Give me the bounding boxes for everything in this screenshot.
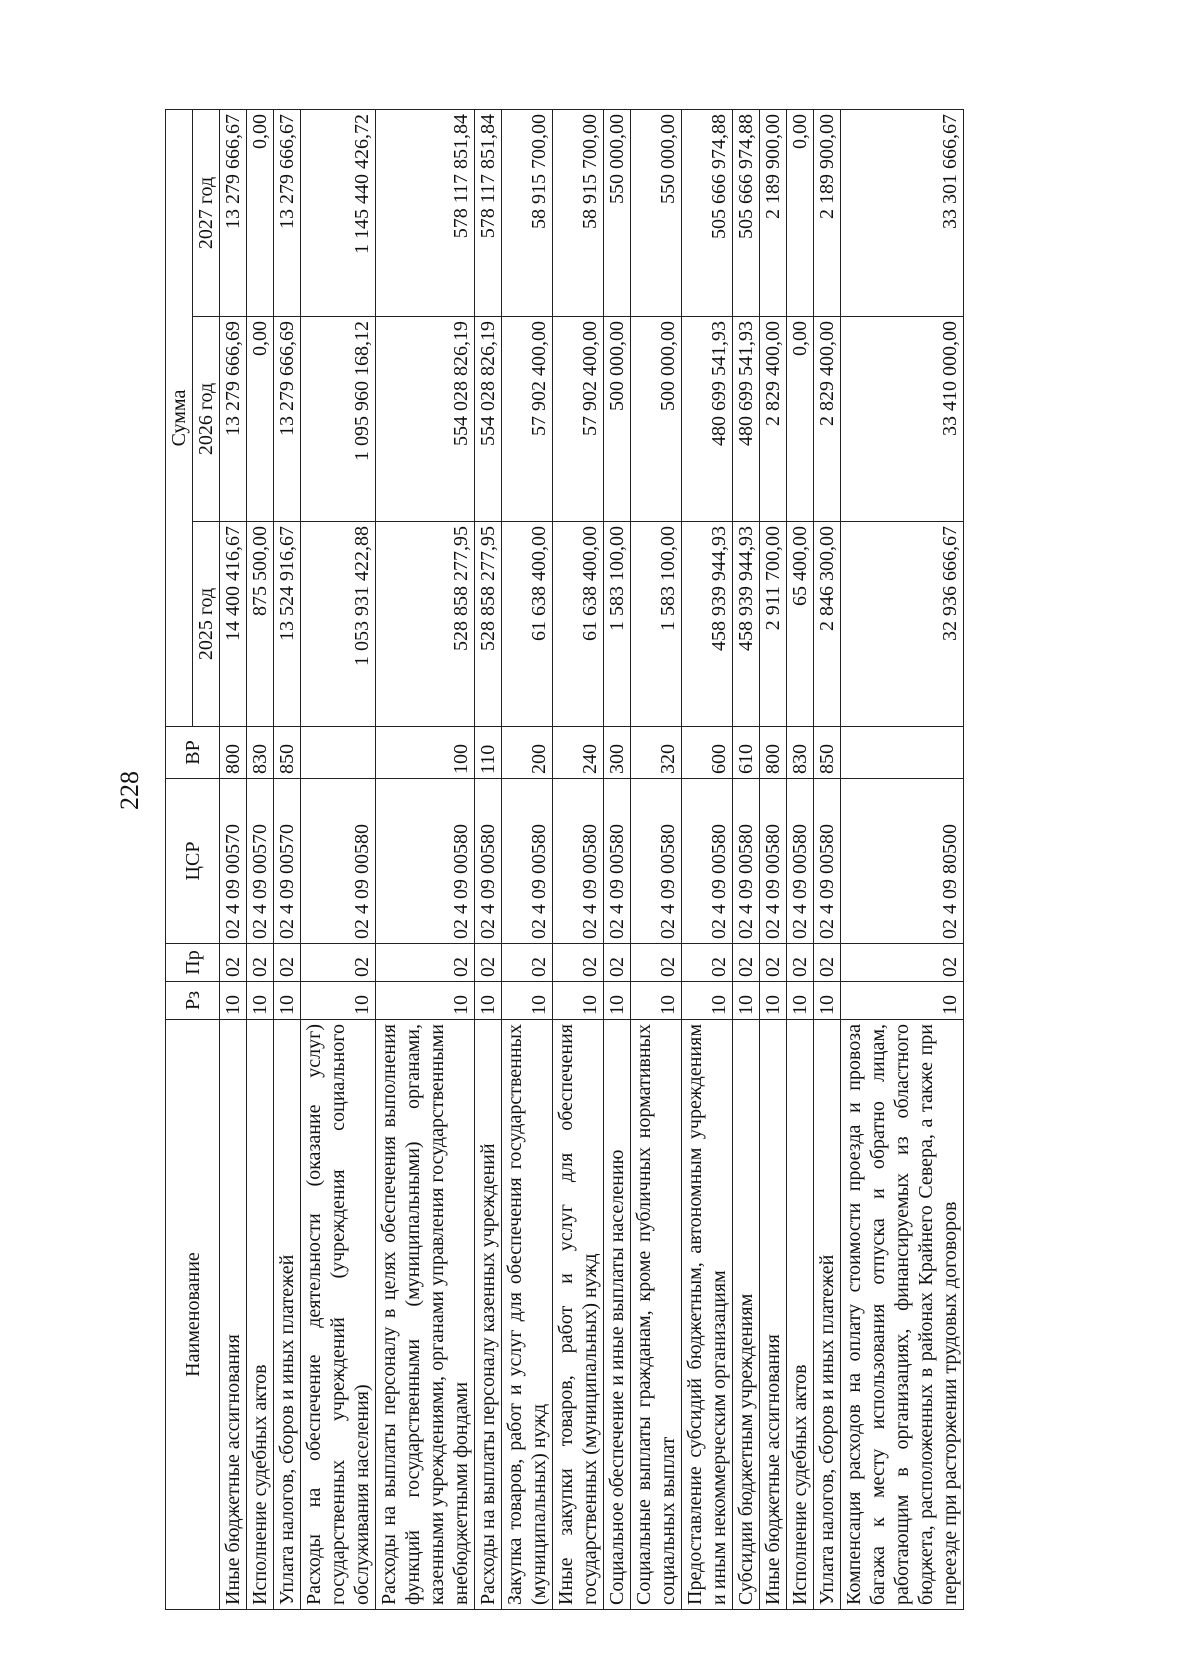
cell-2027: 578 117 851,84 — [376, 109, 475, 316]
cell-vr: 320 — [631, 727, 682, 779]
header-2027: 2027 год — [193, 109, 220, 316]
cell-2027: 13 279 666,67 — [220, 109, 247, 316]
cell-vr: 850 — [274, 727, 301, 779]
page-number: 228 — [115, 771, 144, 810]
table-header — [166, 109, 220, 1609]
cell-name: Субсидии бюджетным учреждениям — [733, 1020, 760, 1610]
cell-2025: 875 500,00 — [247, 522, 274, 727]
cell-rz: 10 — [604, 982, 631, 1020]
cell-pr: 02 — [502, 944, 553, 982]
cell-2027: 2 189 900,00 — [760, 109, 787, 316]
table-row — [553, 109, 604, 1609]
cell-2027: 58 915 700,00 — [553, 109, 604, 316]
cell-pr: 02 — [760, 944, 787, 982]
cell-2026: 480 699 541,93 — [682, 317, 733, 522]
cell-rz: 10 — [502, 982, 553, 1020]
cell-name: Иные бюджетные ассигнования — [760, 1020, 787, 1610]
cell-csr: 02 4 09 00580 — [787, 779, 814, 944]
cell-2026: 554 028 826,19 — [475, 317, 502, 522]
table-row — [787, 109, 814, 1609]
cell-vr — [841, 727, 964, 779]
cell-2026: 2 829 400,00 — [814, 317, 841, 522]
budget-table — [165, 109, 964, 1610]
header-2026: 2026 год — [193, 317, 220, 522]
table-row — [301, 109, 376, 1609]
header-name: Наименование — [166, 1020, 220, 1610]
cell-2027: 578 117 851,84 — [475, 109, 502, 316]
cell-2025: 2 846 300,00 — [814, 522, 841, 727]
cell-rz: 10 — [682, 982, 733, 1020]
table-row — [841, 109, 964, 1609]
cell-pr: 02 — [475, 944, 502, 982]
cell-rz: 10 — [247, 982, 274, 1020]
header-vr: ВР — [166, 727, 220, 779]
cell-rz: 10 — [274, 982, 301, 1020]
cell-name: Компенсация расходов на оплату стоимости проезда и провоза багажа к месту использования отпуска и обратно лицам, работающим в организациях, финансируемых из областного бюджета, расположенных в районах Крайнего Севера, а также при переезде при расторжении трудовых договоров — [841, 1020, 964, 1610]
cell-csr: 02 4 09 00580 — [301, 779, 376, 944]
cell-csr: 02 4 09 00570 — [220, 779, 247, 944]
cell-2026: 0,00 — [247, 317, 274, 522]
cell-2026: 57 902 400,00 — [502, 317, 553, 522]
cell-2027: 0,00 — [247, 109, 274, 316]
cell-rz: 10 — [376, 982, 475, 1020]
cell-rz: 10 — [475, 982, 502, 1020]
cell-rz: 10 — [787, 982, 814, 1020]
cell-2026: 13 279 666,69 — [274, 317, 301, 522]
cell-pr: 02 — [220, 944, 247, 982]
cell-2026: 0,00 — [787, 317, 814, 522]
cell-2025: 65 400,00 — [787, 522, 814, 727]
cell-name: Иные закупки товаров, работ и услуг для обеспечения государственных (муниципальных) нужд — [553, 1020, 604, 1610]
cell-2025: 1 583 100,00 — [604, 522, 631, 727]
cell-csr: 02 4 09 00580 — [553, 779, 604, 944]
cell-2025: 2 911 700,00 — [760, 522, 787, 727]
cell-2026: 33 410 000,00 — [841, 317, 964, 522]
cell-2027: 505 666 974,88 — [682, 109, 733, 316]
cell-vr: 800 — [220, 727, 247, 779]
table-row — [376, 109, 475, 1609]
cell-2026: 500 000,00 — [631, 317, 682, 522]
cell-2025: 1 583 100,00 — [631, 522, 682, 727]
table-row — [247, 109, 274, 1609]
cell-2025: 61 638 400,00 — [502, 522, 553, 727]
cell-2026: 554 028 826,19 — [376, 317, 475, 522]
cell-2027: 550 000,00 — [631, 109, 682, 316]
cell-name: Исполнение судебных актов — [787, 1020, 814, 1610]
cell-2025: 61 638 400,00 — [553, 522, 604, 727]
cell-rz: 10 — [301, 982, 376, 1020]
cell-csr: 02 4 09 00570 — [247, 779, 274, 944]
cell-csr: 02 4 09 00570 — [274, 779, 301, 944]
cell-pr: 02 — [841, 944, 964, 982]
cell-2026: 13 279 666,69 — [220, 317, 247, 522]
table-row — [475, 109, 502, 1609]
table-row — [220, 109, 247, 1609]
cell-2025: 1 053 931 422,88 — [301, 522, 376, 727]
cell-csr: 02 4 09 00580 — [814, 779, 841, 944]
cell-rz: 10 — [733, 982, 760, 1020]
cell-pr: 02 — [274, 944, 301, 982]
cell-vr: 240 — [553, 727, 604, 779]
cell-csr: 02 4 09 00580 — [604, 779, 631, 944]
cell-name: Исполнение судебных актов — [247, 1020, 274, 1610]
cell-name: Расходы на выплаты персоналу казенных учреждений — [475, 1020, 502, 1610]
cell-name: Уплата налогов, сборов и иных платежей — [274, 1020, 301, 1610]
cell-2027: 0,00 — [787, 109, 814, 316]
cell-pr: 02 — [247, 944, 274, 982]
cell-pr: 02 — [553, 944, 604, 982]
cell-pr: 02 — [682, 944, 733, 982]
table-row — [604, 109, 631, 1609]
cell-vr: 830 — [247, 727, 274, 779]
cell-pr: 02 — [733, 944, 760, 982]
cell-2026: 1 095 960 168,12 — [301, 317, 376, 522]
rotated-table-container — [165, 110, 961, 1610]
cell-name: Закупка товаров, работ и услуг для обеспечения государственных (муниципальных) нужд — [502, 1020, 553, 1610]
cell-2027: 550 000,00 — [604, 109, 631, 316]
cell-vr: 830 — [787, 727, 814, 779]
cell-pr: 02 — [631, 944, 682, 982]
cell-pr: 02 — [604, 944, 631, 982]
cell-vr: 850 — [814, 727, 841, 779]
cell-rz: 10 — [553, 982, 604, 1020]
cell-name: Социальное обеспечение и иные выплаты населению — [604, 1020, 631, 1610]
cell-name: Иные бюджетные ассигнования — [220, 1020, 247, 1610]
cell-2027: 2 189 900,00 — [814, 109, 841, 316]
table-row — [760, 109, 787, 1609]
table-body — [220, 109, 964, 1609]
cell-csr: 02 4 09 80500 — [841, 779, 964, 944]
cell-2026: 480 699 541,93 — [733, 317, 760, 522]
table-row — [814, 109, 841, 1609]
cell-2025: 14 400 416,67 — [220, 522, 247, 727]
cell-pr: 02 — [814, 944, 841, 982]
cell-rz: 10 — [220, 982, 247, 1020]
cell-csr: 02 4 09 00580 — [475, 779, 502, 944]
cell-2027: 58 915 700,00 — [502, 109, 553, 316]
cell-2025: 458 939 944,93 — [682, 522, 733, 727]
cell-2026: 500 000,00 — [604, 317, 631, 522]
cell-csr: 02 4 09 00580 — [376, 779, 475, 944]
cell-name: Уплата налогов, сборов и иных платежей — [814, 1020, 841, 1610]
header-rz: Рз — [166, 982, 220, 1020]
cell-name: Расходы на обеспечение деятельности (оказание услуг) государственных учреждений (учреждения социального обслуживания населения) — [301, 1020, 376, 1610]
cell-rz: 10 — [760, 982, 787, 1020]
header-csr: ЦСР — [166, 779, 220, 944]
cell-vr: 800 — [760, 727, 787, 779]
header-sum: Сумма — [166, 109, 193, 726]
cell-vr: 200 — [502, 727, 553, 779]
cell-csr: 02 4 09 00580 — [682, 779, 733, 944]
cell-pr: 02 — [376, 944, 475, 982]
cell-vr: 300 — [604, 727, 631, 779]
cell-2027: 1 145 440 426,72 — [301, 109, 376, 316]
cell-2027: 13 279 666,67 — [274, 109, 301, 316]
cell-vr — [301, 727, 376, 779]
cell-name: Социальные выплаты гражданам, кроме публичных нормативных социальных выплат — [631, 1020, 682, 1610]
cell-csr: 02 4 09 00580 — [502, 779, 553, 944]
cell-vr: 110 — [475, 727, 502, 779]
cell-2025: 13 524 916,67 — [274, 522, 301, 727]
table-row — [631, 109, 682, 1609]
cell-2026: 2 829 400,00 — [760, 317, 787, 522]
cell-csr: 02 4 09 00580 — [631, 779, 682, 944]
cell-pr: 02 — [301, 944, 376, 982]
cell-2025: 528 858 277,95 — [376, 522, 475, 727]
cell-csr: 02 4 09 00580 — [733, 779, 760, 944]
header-pr: Пр — [166, 944, 220, 982]
cell-2027: 505 666 974,88 — [733, 109, 760, 316]
cell-vr: 600 — [682, 727, 733, 779]
cell-vr: 100 — [376, 727, 475, 779]
table-row — [682, 109, 733, 1609]
cell-pr: 02 — [787, 944, 814, 982]
cell-csr: 02 4 09 00580 — [760, 779, 787, 944]
cell-rz: 10 — [814, 982, 841, 1020]
cell-2025: 528 858 277,95 — [475, 522, 502, 727]
cell-2027: 33 301 666,67 — [841, 109, 964, 316]
table-row — [502, 109, 553, 1609]
header-2025: 2025 год — [193, 522, 220, 727]
cell-2025: 458 939 944,93 — [733, 522, 760, 727]
cell-rz: 10 — [841, 982, 964, 1020]
cell-rz: 10 — [631, 982, 682, 1020]
cell-2025: 32 936 666,67 — [841, 522, 964, 727]
cell-vr: 610 — [733, 727, 760, 779]
table-row — [274, 109, 301, 1609]
cell-name: Расходы на выплаты персоналу в целях обеспечения выполнения функций государственными (муниципальными) органами, казенными учреждениями, органами управления государственными внебюджетными фондами — [376, 1020, 475, 1610]
table-row — [733, 109, 760, 1609]
cell-name: Предоставление субсидий бюджетным, автономным учреждениям и иным некоммерческим организациям — [682, 1020, 733, 1610]
cell-2026: 57 902 400,00 — [553, 317, 604, 522]
